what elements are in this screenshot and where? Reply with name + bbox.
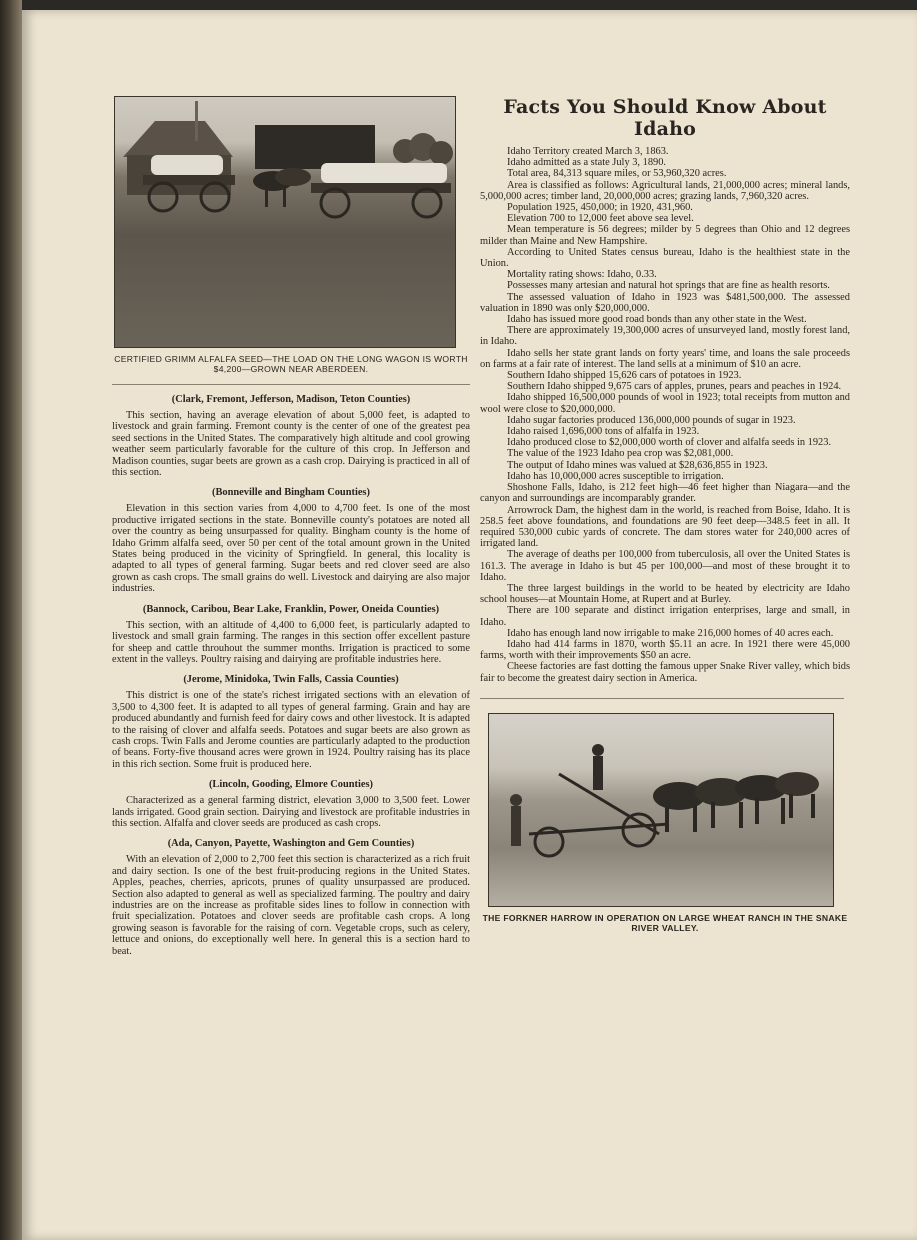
section-text: This district is one of the state's richest irrigated sections with an elevation of 3,500 to 4,300 feet. It is adapted to all types of general farming. Grain and hay are produced abundantly and furnish feed for dairy cows and other livestock. It is adapted to the raising of clover and alfalfa seeds. Potatoes and sugar beets are also grown as cash crops. Twin Falls and Jerome counties are particularly adapted to the production of beans. Forty-five thousand acres were grown in 1924. Poultry raising has its place in this rich section. Some fruit is produced here. (112, 690, 470, 770)
fact-item: Idaho sells her state grant lands on forty years' time, and loans the sale proceeds on farms at a fair rate of interest. The land sells at a minimum of $10 an acre. (480, 347, 850, 370)
section-heading: (Ada, Canyon, Payette, Washington and Gem Counties) (167, 838, 415, 850)
fact-item: Idaho has enough land now irrigable to make 216,000 homes of 40 acres each. (507, 627, 834, 639)
fact-item: Idaho admitted as a state July 3, 1890. (507, 157, 667, 169)
fact-item: Arrowrock Dam, the highest dam in the world, is reached from Boise, Idaho. It is 258.5 feet above foundations, and foundations are 90 feet deep—348.5 feet in all. It required 530,000 cubic yards of concrete. The dam stores water for 240,000 acres of irrigated land. (480, 504, 850, 550)
section-text: Elevation in this section varies from 4,000 to 4,700 feet. Is one of the most productive irrigated sections in the state. Bonneville county's potatoes are noted all over the country as being unsurpassed for quality. Bingham county is the home of Idaho Grimm alfalfa seed, over 50 per cent of the total amount grown in the United States being produced in the vicinity of Springfield. In general, this locality is adapted to all types of general farming. Sugar beets and red clover seed are also grown as cash crops. The small grains do well. Livestock and dairying are also major industries. (112, 503, 470, 595)
section-divider (112, 384, 470, 385)
county-section (112, 674, 470, 770)
fact-item: Area is classified as follows: Agricultural lands, 21,000,000 acres; mineral lands, 5,000,000 acres; timber land, 20,000,000 acres; grazing lands, 7,960,320 acres. (480, 179, 850, 202)
section-heading: (Bannock, Caribou, Bear Lake, Franklin, Power, Oneida Counties) (142, 603, 440, 615)
fact-item: Idaho raised 1,696,000 tons of alfalfa in 1923. (507, 426, 700, 438)
fact-item: Shoshone Falls, Idaho, is 212 feet high—46 feet higher than Niagara—and the canyon and surroundings are incomparably grander. (480, 482, 850, 505)
fact-item: Possesses many artesian and natural hot springs that are fine as health resorts. (507, 280, 830, 292)
fact-item: Idaho has issued more good road bonds than any other state in the West. (507, 314, 807, 326)
fact-item: Idaho Territory created March 3, 1863. (507, 146, 669, 157)
county-section (112, 604, 470, 666)
alfalfa-wagon-illustration (115, 97, 455, 347)
fact-item: Idaho had 414 farms in 1870, worth $5.11 an acre. In 1921 there were 45,000 farms, worth with their improvements $50 an acre. (480, 638, 850, 662)
left-column (112, 96, 470, 957)
fact-item: Idaho has 10,000,000 acres susceptible to irrigation. (507, 470, 724, 482)
county-section (112, 838, 470, 957)
facts-list (480, 146, 850, 684)
fact-item: Idaho shipped 16,500,000 pounds of wool in 1923; total receipts from mutton and wool were close to $20,000,000. (480, 392, 850, 415)
fact-item: There are 100 separate and distinct irrigation enterprises, large and small, in Idaho. (480, 605, 850, 628)
fact-item: Idaho sugar factories produced 136,000,000 pounds of sugar in 1923. (507, 414, 796, 426)
harrow-photo (488, 713, 834, 907)
fact-item: The value of the 1923 Idaho pea crop was $2,081,000. (507, 448, 734, 460)
fact-item: Mortality rating shows: Idaho, 0.33. (507, 269, 657, 281)
fact-item: Idaho produced close to $2,000,000 worth of clover and alfalfa seeds in 1923. (507, 437, 832, 449)
fact-item: Population 1925, 450,000; in 1920, 431,960. (507, 202, 693, 214)
harrow-illustration (489, 714, 833, 906)
fact-item: Total area, 84,313 square miles, or 53,960,320 acres. (507, 168, 727, 180)
county-section (112, 487, 470, 594)
page-top-edge (22, 0, 917, 10)
book-binding (0, 0, 22, 1240)
fact-item: Cheese factories are fast dotting the famous upper Snake River valley, which bids fair to become the greatest dairy section in America. (480, 661, 850, 684)
section-text: With an elevation of 2,000 to 2,700 feet this section is characterized as a rich fruit and dairy section. Is one of the best fruit-producing regions in the United States. Apples, peaches, cherries, apricots, prunes of quality unsurpassed are produced. Section also adapted to general as well as specialized farming. The poultry and dairy industries are on the increase as profitable sides lines to follow in connection with fruit specialization. Potatoes and clover seeds are profitable cash crops. A long growing season is favorable for the raising of corn. Vegetable crops, such as celery, lettuce and onions, do exceptionally well here. In general this is a section hard to beat. (112, 854, 470, 957)
section-heading: (Jerome, Minidoka, Twin Falls, Cassia Counties) (183, 674, 399, 686)
photo-caption-bottom: THE FORKNER HARROW IN OPERATION ON LARGE WHEAT RANCH IN THE SNAKE RIVER VALLEY. (482, 912, 848, 933)
fact-item: There are approximately 19,300,000 acres of unsurveyed land, mostly forest land, in Idaho. (480, 325, 850, 348)
photo-caption-top: CERTIFIED GRIMM ALFALFA SEED—THE LOAD ON THE LONG WAGON IS WORTH $4,200—GROWN NEAR ABERDEEN. (114, 354, 468, 374)
fact-item: Mean temperature is 56 degrees; milder by 5 degrees than Ohio and 12 degrees milder than Maine and New Hampshire. (480, 224, 850, 247)
fact-item: The assessed valuation of Idaho in 1923 was $481,500,000. The assessed valuation in 1890 was only $20,000,000. (480, 291, 850, 314)
county-section (112, 394, 470, 478)
section-heading: (Clark, Fremont, Jefferson, Madison, Teton Counties) (171, 394, 411, 405)
facts-title: Facts You Should Know About Idaho (503, 96, 827, 140)
section-text: This section, having an average elevation of about 5,000 feet, is adapted to livestock and grain farming. Fremont county is the center of one of the greatest pea seed sections in the United States. The comparatively high altitude and cool growing weather seem particularly favorable for the culture of this crop. In Jefferson and Madison counties, sugar beets are grown as a cash crop. Dairying is practiced in all of this section. (112, 410, 470, 479)
right-column (480, 96, 850, 933)
section-text: Characterized as a general farming district, elevation 3,000 to 3,500 feet. Lower lands irrigated. Good grain section. Dairying and livestock are profitable industries in this section. Alfalfa and clover seeds are produced as cash crops. (112, 795, 470, 829)
fact-item: The average of deaths per 100,000 from tuberculosis, all over the United States is 161.3. The average in Idaho is but 45 per 100,000—and most of these brought it to Idaho. (480, 549, 850, 583)
fact-item: Southern Idaho shipped 15,626 cars of potatoes in 1923. (507, 370, 742, 382)
fact-item: The three largest buildings in the world to be heated by electricity are Idaho school houses—at Mountain Home, at Rupert and at Burley. (480, 582, 850, 606)
facts-divider (480, 698, 844, 699)
fact-item: The output of Idaho mines was valued at $28,636,855 in 1923. (507, 459, 768, 471)
section-heading: (Lincoln, Gooding, Elmore Counties) (208, 779, 374, 791)
section-heading: (Bonneville and Bingham Counties) (212, 487, 370, 499)
alfalfa-wagon-photo (114, 96, 456, 348)
fact-item: According to United States census bureau, Idaho is the healthiest state in the Union. (480, 246, 850, 270)
county-section (112, 779, 470, 829)
fact-item: Elevation 700 to 12,000 feet above sea level. (507, 213, 694, 225)
fact-item: Southern Idaho shipped 9,675 cars of apples, prunes, pears and peaches in 1924. (507, 381, 842, 393)
section-text: This section, with an altitude of 4,400 to 6,000 feet, is particularly adapted to livestock and small grain farming. The ranges in this section offer excellent pasture for sheep and cattle throuhout the summer months. Irrigation is practiced to some extent in the valleys. Poultry raising and dairying are profitable industries here. (112, 619, 470, 665)
